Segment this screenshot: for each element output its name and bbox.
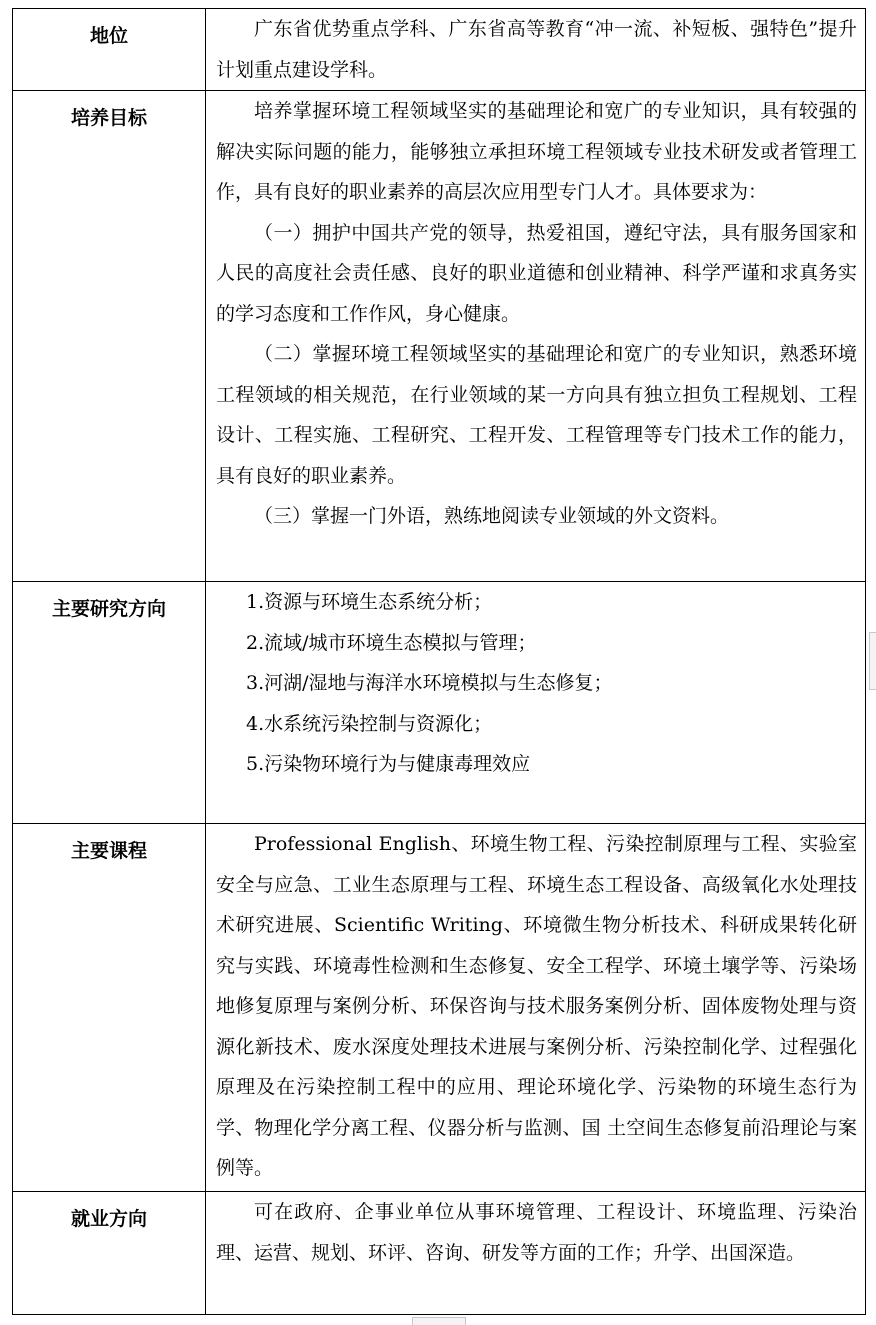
row-label-career: 就业方向 — [70, 1208, 147, 1230]
table-row-main-courses — [13, 824, 866, 1192]
program-info-table — [12, 8, 866, 1315]
row-label-cell — [13, 824, 206, 1192]
goals-requirement-3: （三）掌握一门外语，熟练地阅读专业领域的外文资料。 — [254, 505, 730, 527]
goals-intro-paragraph: 培养掌握环境工程领域坚实的基础理论和宽广的专业知识，具有较强的解决实际问题的能力，能够独立承担环境工程领域专业技术研发或者管理工作，具有良好的职业素养的高层次应用型专门人才。具体要求为： — [216, 100, 857, 203]
research-direction-item: 2.流域/城市环境生态模拟与管理； — [246, 631, 537, 654]
row-label-cell — [13, 1192, 206, 1315]
goals-requirement-2: （二）掌握环境工程领域坚实的基础理论和宽广的专业知识，熟悉环境工程领域的相关规范，在行业领域的某一方向具有独立担负工程规划、工程设计、工程实施、工程研究、工程开发、工程管理等专门技术工作的能力，具有良好的职业素养。 — [216, 343, 857, 487]
row-content-cell — [206, 824, 866, 1192]
row-content-cell — [206, 1192, 866, 1315]
bottom-scroll-handle[interactable] — [412, 1317, 466, 1325]
row-label-cell — [13, 582, 206, 824]
row-label-cell — [13, 91, 206, 582]
row-content-cell — [206, 9, 866, 91]
side-scroll-handle[interactable] — [869, 632, 876, 690]
career-paragraph: 可在政府、企事业单位从事环境管理、工程设计、环境监理、污染治理、运营、规划、环评、咨询、研发等方面的工作；升学、出国深造。 — [216, 1201, 857, 1264]
row-label-main-courses: 主要课程 — [70, 840, 147, 862]
table-row-training-goals — [13, 91, 866, 582]
table-row-status — [13, 9, 866, 91]
row-label-status: 地位 — [89, 25, 128, 47]
row-label-cell — [13, 9, 206, 91]
row-label-research-directions: 主要研究方向 — [51, 598, 166, 620]
goals-requirement-1: （一）拥护中国共产党的领导，热爱祖国，遵纪守法，具有服务国家和人民的高度社会责任感、良好的职业道德和创业精神、科学严谨和求真务实的学习态度和工作作风，身心健康。 — [216, 221, 857, 325]
research-direction-item: 4.水系统污染控制与资源化； — [246, 712, 493, 735]
status-paragraph: 广东省优势重点学科、广东省高等教育“冲一流、补短板、强特色”提升计划重点建设学科。 — [216, 18, 857, 81]
courses-paragraph: Professional English、环境生物工程、污染控制原理与工程、实验室安全与应急、工业生态原理与工程、环境生态工程设备、高级氧化水处理技术研究进展、Scientific Writing、环境微生物分析技术、科研成果转化研究与实践、环境毒性检测和生态修复、安全工程学、环境土壤学等、污染场地修复原理与案例分析、环保咨询与技术服务案例分析、固体废物处理与资源化新技术、废水深度处理技术进展与案例分析、污染控制化学、过程强化原理及在污染控制工程中的应用、理论环境化学、污染物的环境生态行为学、物理化学分离工程、仪器分析与监测、国 土空间生态修复前沿理论与案例等。 — [216, 833, 857, 1179]
research-direction-item: 1.资源与环境生态系统分析； — [246, 591, 493, 613]
row-content-cell — [206, 582, 866, 824]
table-row-career — [13, 1192, 866, 1315]
research-direction-item: 5.污染物环境行为与健康毒理效应 — [246, 753, 531, 775]
research-direction-item: 3.河湖/湿地与海洋水环境模拟与生态修复； — [246, 672, 613, 694]
row-content-cell — [206, 91, 866, 582]
table-row-research-directions — [13, 582, 866, 824]
row-label-training-goals: 培养目标 — [70, 107, 147, 129]
